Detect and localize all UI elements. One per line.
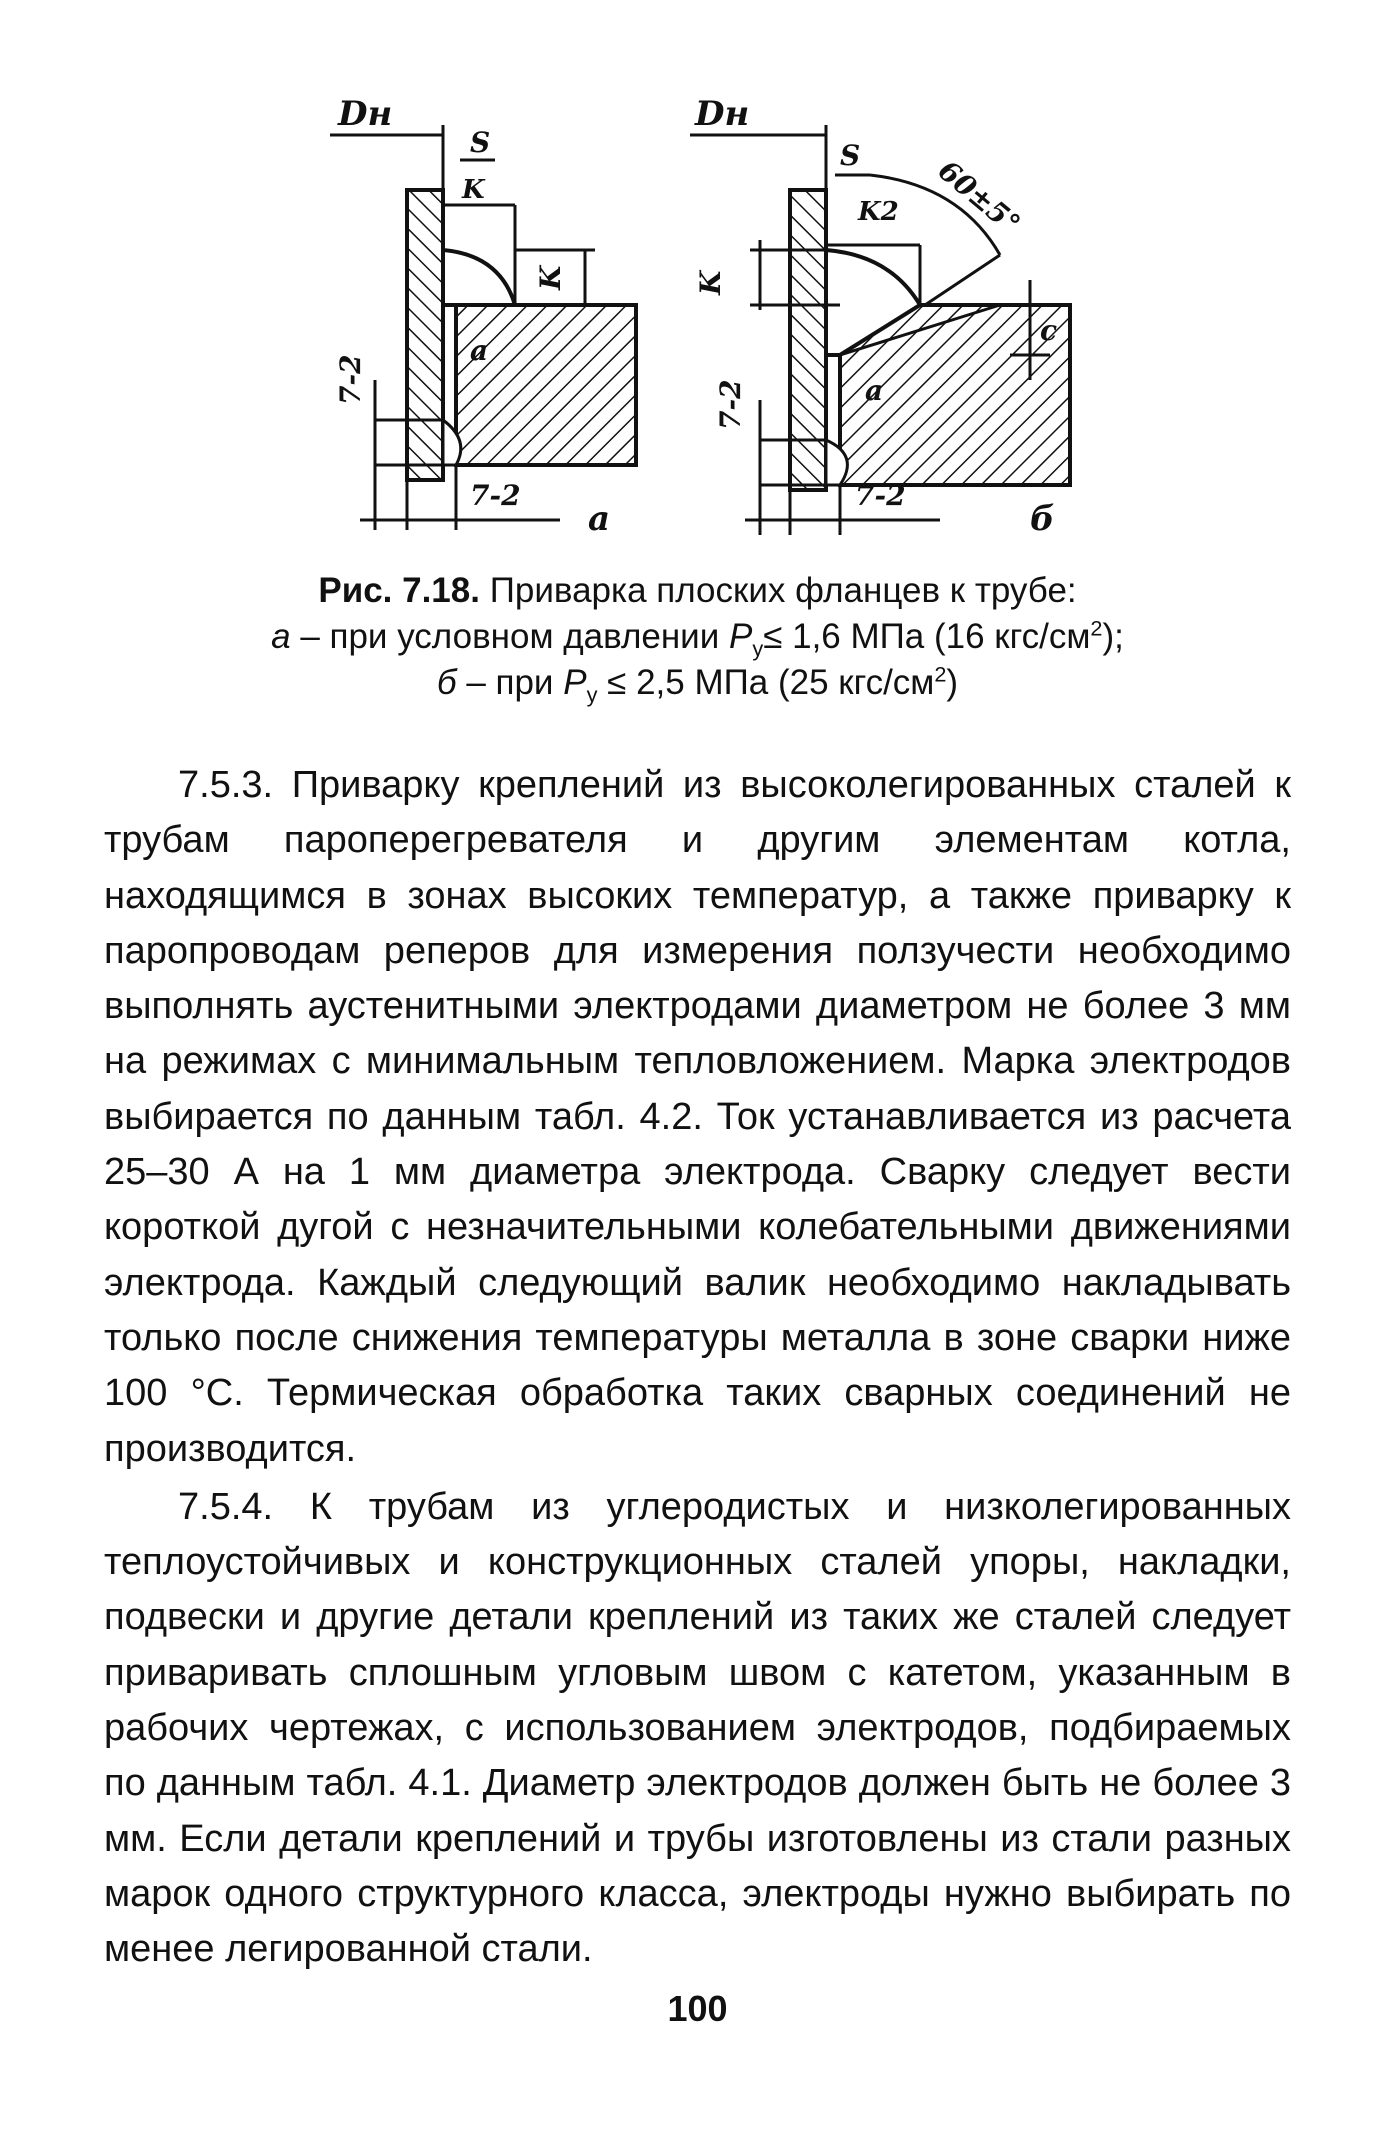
caption-line-2-rest: ≤ 1,6 МПа (16 кгс/см [763,617,1091,656]
caption-line-3-rest: ≤ 2,5 МПа (25 кгс/см [597,663,935,702]
label-k-a: K [462,175,485,205]
caption-line-2-text: – при условном давлении [290,617,729,656]
pipe-wall-b [790,190,826,490]
caption-title-text: Приварка плоских фланцев к трубе: [489,571,1077,610]
label-7-2-horizontal-b: 7-2 [855,479,906,512]
caption-line-3-text: – при [456,663,564,702]
weld-figure [0,0,1395,560]
caption-line-1 [150,568,1245,614]
flange-a [456,305,636,465]
label-7-2-horizontal-a: 7-2 [470,479,521,512]
drawing-a [330,94,636,539]
label-k-vertical-a: K [534,265,567,290]
label-c: c [1040,314,1058,347]
caption-line-2 [150,614,1245,660]
paragraph-7-5-3: 7.5.3. Приварку креплений из высоколегированных сталей к трубам пароперегревателя и другим элементам котла, находящимся в зонах высоких температур, а также приварку к паропроводам реперов для измерения ползучести необходимо выполнять аустенитными электродами диаметром не более 3 мм на режимах с минимальным тепловложением. Марка электродов выбирается по данным табл. 4.2. Ток устанавливается из расчета 25–30 А на 1 мм диаметра электрода. Сварку следует вести короткой дугой с незначительными колебательными движениями электрода. Каждый следующий валик необходимо накладывать только после снижения температуры металла в зоне сварки ниже 100 °С. Термическая обработка таких сварных соединений не производится. [104,764,1291,1470]
label-s-a: S [470,126,491,159]
paragraph-7-5-4: 7.5.4. К трубам из углеродистых и низколегированных теплоустойчивых и конструкционных сталей упоры, накладки, подвески и другие детали креплений из таких же сталей следует приваривать сплошным угловым швом с катетом, указанным в рабочих чертежах, с использованием электродов, подбираемых по данным табл. 4.1. Диаметр электродов должен быть не более 3 мм. Если детали креплений и трубы изготовлены из стали разных марок одного структурного класса, электроды нужно выбирать по менее легированной стали. [104,1485,1291,1971]
label-angle: 60±5° [931,153,1027,241]
caption-line-2-end: ); [1102,617,1124,656]
body-text [104,758,1291,1981]
caption-line-3-end: ) [946,663,959,702]
caption-line-2-symbol: P [728,617,753,656]
pipe-wall-a [407,190,443,480]
caption-line-3-prefix: б [436,663,457,702]
figure-caption [150,568,1245,706]
flange-weld-drawing [0,0,1395,560]
caption-line-3-sub: у [586,682,598,707]
label-s-b: S [840,139,861,172]
label-a-gap-b: a [865,374,884,407]
part-label-a: а [588,499,611,539]
label-a-gap: a [470,334,489,367]
label-dn-a: Dн [338,94,393,134]
label-k-vertical-b: K [694,270,727,295]
caption-line-2-sub: у [752,636,764,661]
label-7-2-vertical-b: 7-2 [714,379,747,430]
caption-line-2-sup: 2 [1090,615,1103,641]
label-7-2-vertical-a: 7-2 [334,354,367,405]
caption-line-2-prefix: а [271,617,291,656]
label-dn-b: Dн [695,94,750,134]
part-label-b: б [1030,499,1055,539]
page-number: 100 [667,1988,728,2029]
caption-title-number: Рис. 7.18. [318,571,480,610]
drawing-b [690,94,1070,539]
caption-line-3-sup: 2 [934,661,947,687]
caption-line-3-symbol: P [563,663,587,702]
caption-line-3 [150,660,1245,706]
label-k2: K2 [858,197,899,227]
